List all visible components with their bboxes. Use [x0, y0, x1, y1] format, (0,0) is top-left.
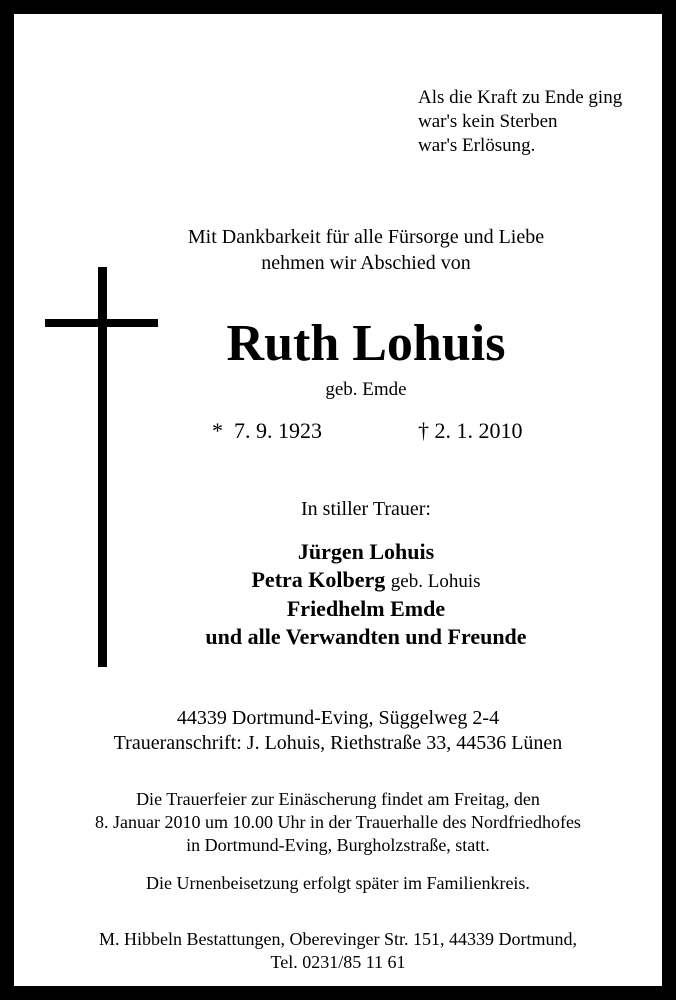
- birth-date: 7. 9. 1923: [234, 418, 322, 443]
- death-date: 2. 1. 2010: [434, 418, 523, 443]
- mourner-1: Jürgen Lohuis: [297, 539, 435, 564]
- address-block: [0, 706, 676, 756]
- mourner-4: und alle Verwandten und Freunde: [205, 623, 527, 649]
- death-cross-icon: †: [418, 418, 429, 443]
- address-line-1: 44339 Dortmund-Eving, Süggelweg 2-4: [176, 707, 500, 729]
- ceremony-line-2: 8. Januar 2010 um 10.00 Uhr in der Trauerhalle des Nordfriedhofes: [95, 812, 581, 832]
- deceased-maiden-name: geb. Emde: [325, 379, 407, 400]
- intro-line-1: Mit Dankbarkeit für alle Fürsorge und Liebe: [187, 226, 545, 248]
- birth-star-icon: *: [212, 418, 223, 443]
- deceased-name: Ruth Lohuis: [226, 315, 506, 372]
- mourner-2: [28, 566, 676, 596]
- undertaker-info: [0, 928, 676, 974]
- poem-line-2: war's kein Sterben: [418, 111, 558, 132]
- undertaker-line-2: Tel. 0231/85 11 61: [270, 952, 406, 972]
- ceremony-info: [0, 788, 676, 857]
- burial-info: [0, 872, 676, 895]
- intro-line-2: nehmen wir Abschied von: [261, 252, 471, 274]
- mourner-2-maiden: geb. Lohuis: [390, 570, 481, 592]
- ceremony-line-1: Die Trauerfeier zur Einäscherung findet am Freitag, den: [136, 789, 540, 809]
- address-line-2: Traueranschrift: J. Lohuis, Riethstraße 33, 44536 Lünen: [113, 732, 563, 754]
- ceremony-line-3: in Dortmund-Eving, Burgholzstraße, statt.: [186, 835, 490, 855]
- birth-date-line: [212, 417, 322, 445]
- mourning-title: In stiller Trauer:: [301, 498, 431, 520]
- poem-verse: [418, 86, 622, 158]
- death-date-line: [418, 417, 523, 445]
- burial-line-1: Die Urnenbeisetzung erfolgt später im Familienkreis.: [146, 873, 530, 893]
- poem-line-1: Als die Kraft zu Ende ging: [418, 87, 623, 108]
- undertaker-line-1: M. Hibbeln Bestattungen, Oberevinger Str. 151, 44339 Dortmund,: [99, 929, 577, 949]
- poem-line-3: war's Erlösung.: [418, 135, 536, 156]
- mourner-3: Friedhelm Emde: [286, 596, 446, 621]
- mourner-2-name: Petra Kolberg: [251, 566, 386, 592]
- mourners-list: [28, 538, 676, 650]
